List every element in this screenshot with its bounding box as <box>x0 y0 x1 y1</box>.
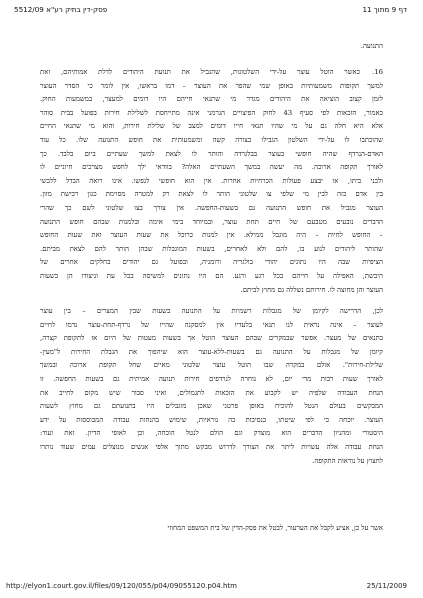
text-line: לכן, הדרישה לקיומן של מגבלות רשמיות על התנועה בשעות שבין המצרים – בין עוצר <box>40 307 383 315</box>
paragraph-16 <box>40 66 383 297</box>
text-line: קיומן של מגבלות על התנועה גם בשעות-ללא-עוצר הוא שיהפוך את הגבלת החירות ל"מעין- <box>40 347 383 356</box>
text-line: לאורך שעות רבות מדי יום, לא נוחרה לנרדפים חירות תנועה אמיתית גם בשעות החפשה. זו <box>40 374 383 383</box>
page-counter: דף 9 מתוך 11 <box>362 5 407 14</box>
text-line: ולבני ביתו, או יבצע פעולות הכרחיות אחרות. אין הוא חופשי לנפשו. אינו רואה הבדל ללבשי <box>40 176 383 185</box>
text-line: הנחת העבודה שלפיה יש לקבוע את הזכאות לתגמולים, ואיני סבור שיש מקום לחייב את <box>40 388 383 397</box>
text-line: – החופש לחיות – היה מוגבל ממילא. אין למנות כרוכל את שעות העוצר ואת שעות החופש <box>40 231 383 240</box>
text-line: העוצר. יוכחה כי לפי שיטתו, בנסיבות כה נוראיות, שימוש בהנחות עבודה המבוססות על ידע <box>40 415 383 424</box>
text-line: בתנאים של מעצר. אפשר שבמקרים שבהם העוצר הוטל אך בשעות מעטות של היום אז לתקופת קצרה, <box>40 334 383 343</box>
text-line: שהותר ליהודים לנוע בו, להם ולא לאחרים, בשעות המוגבלות שבהן הותר להם לצאת מביתם. <box>40 244 383 253</box>
text-line: האדם-הנרדף שהיה חופשי בעוצר בבלגרדה והותר לו לצאת למשך שעתיים ביום בלבד. כך <box>40 149 383 158</box>
text-line: הדברים נובעים מטבעם של חיים תחת עוצר, ובמיוחד בימי אימה ובלמנות שבהם חופש התנועה <box>40 217 383 226</box>
text-line: התנועה. <box>360 42 383 50</box>
text-line: היבשת, האפילה על חייהם בכל רגע ורגע. הם היו נתונים למשיסה בכל עת וניצודו הן בשעות <box>40 271 383 280</box>
text-line: בין אדם כזה לבין מי שלפי צו שלטוני הותר לו לצאת רק למטרה מסוימת כגון רכישת מזון. <box>40 190 383 199</box>
text-line: לאורך תקופה ארוכה. מה יעשה במשך השעתיים האלה? בוודאי ילך לחפש מצרכים חיוניים לו <box>40 163 383 172</box>
text-line: שלילת-חירות". אולם במקרה שבו הוטל עוצר שלטוני מאיים שחל תקופת ארוכה ובמשך <box>40 361 383 370</box>
print-date: 25/11/2009 <box>366 582 407 590</box>
text-line: העוצר והן מחוצה לו. חירותם נשללה גם מחוץ לביתם. <box>240 285 383 294</box>
text-line: היסטורי ומהניון הדברים הוא מוצדק וגם הולם לנטל הוכחה, וכן לאופי הדיון. זאת ועוד: <box>40 429 383 438</box>
paragraph-final <box>40 522 383 536</box>
paragraph-leken <box>40 305 383 468</box>
text-line: לזמן קצוב הוציאה את היהודים מגדר מי שתנאי חייהם היו דומים למעצר, במשמעות החוק. <box>40 95 383 104</box>
case-reference: פסק-דין בתיק רע"א 5512/09 <box>14 5 108 14</box>
text-line: הנחת עבודה אלה עשויות ליתר את הצורך לדרוש מבקש מתוך אלפי אנשים מנוצלים עמים שעוד נותרו <box>40 442 383 451</box>
text-line: אלא היא חלה גם על מי שהיו תנאי חייו דומים למצב של שלילת חירות, והוא מי שתנאי החיים <box>40 122 383 131</box>
text-line: הציפיות שבה היו נתונים יהודי בולגריה ורומניה, ובפועל גם יהודים בחלקים אחרים של <box>40 258 383 267</box>
source-url[interactable]: http://elyon1.court.gov.il/files/09/120/055/p04/09055120.p04.htm <box>6 582 237 590</box>
text-line-first <box>40 66 383 80</box>
page-footer <box>6 580 407 592</box>
text-line-content: כאשר הוטל עוצר על-ידי השלטונות, שהגביל את תנועת היהודים לדלת אמותיהם, זאת <box>40 68 361 76</box>
paragraph-intro <box>40 40 383 54</box>
text-line: אשר על כן, אציע לקבל את הערעור, לבטל את פסק-הדין של בית המשפט המחוזי <box>167 524 383 532</box>
text-line: לחצוץ על נוראות התקופה. <box>312 456 383 465</box>
text-line: המבקשים בעולם הנטל להוכיח באופן פרטני שאכן מוגבלים היו בתנועתם גם מחוץ לשעות <box>40 402 383 411</box>
text-line: למשך תקופות משמעותיות באופן שמי שהפר את העוצר – דמו בראשו, אין לומר כי הסדר העוצר <box>40 81 383 90</box>
text-line: לעוצר – אינה נראית לנו תנאי בלעדיו אין למסקנה שהייו של נרדף-תחת-עוצר נדמו לחיים <box>40 320 383 329</box>
text-line: העוצר מגביל את חופש התנועה גם בשעות-החפשה. אין צורך בצו שלטוני לשם כך שהרי <box>40 203 383 212</box>
page-header <box>14 4 407 16</box>
paragraph-number: 16. <box>372 68 383 76</box>
text-line: כאמור, הזכאות לפי סעיף 43 לחוק הפיצויים הגרמני אינה מתייחסת לשלילת חירות בפועל בבית סוהר <box>40 108 383 117</box>
text-line: שהוכתבו לו על-ידי השלטון הגבילו בצורה קשה ומשמעותית את חופש התנועה שלו. כל עוד <box>40 135 383 144</box>
